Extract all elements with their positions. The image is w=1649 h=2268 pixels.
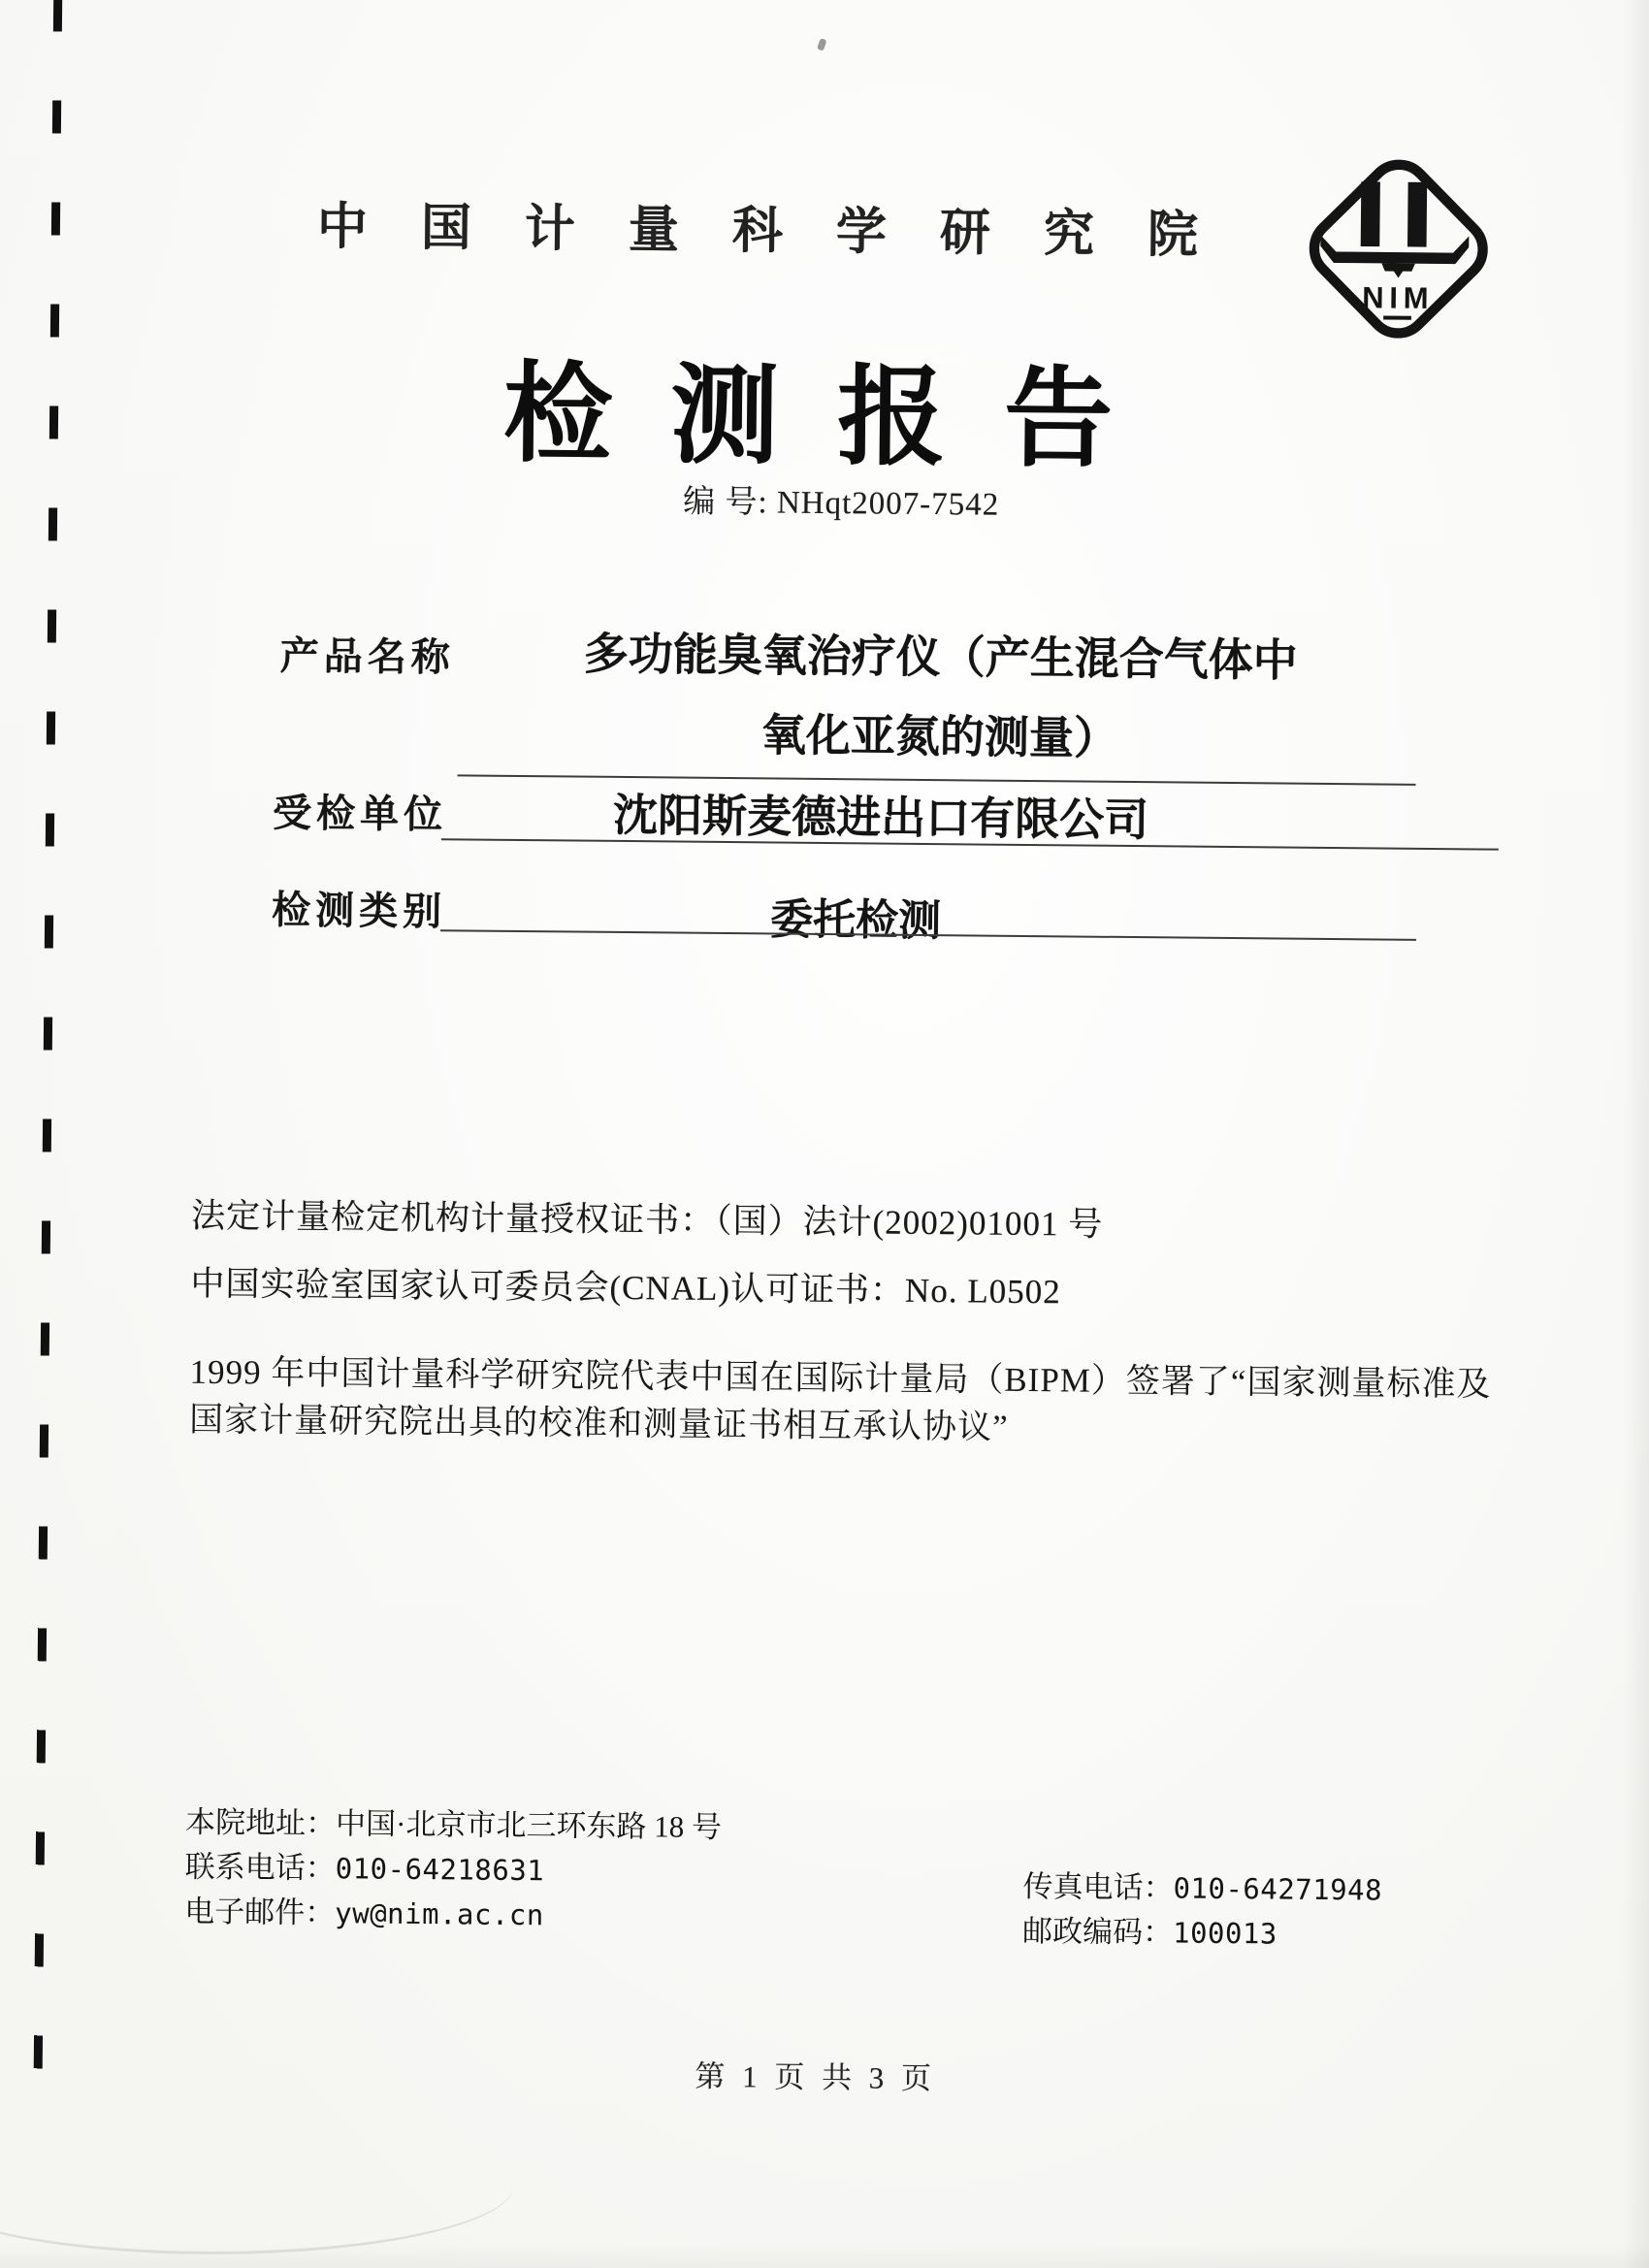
contact-postcode-line: [1022, 1909, 1382, 1958]
logo-underline: [1383, 315, 1411, 319]
field-label-inspected-company: 受检单位: [272, 791, 448, 837]
scan-speck: [817, 38, 826, 51]
page-footer: 第 1 页 共 3 页: [695, 2058, 937, 2096]
contact-phone-label: 联系电话：: [184, 1849, 336, 1886]
report-number-label: 编 号:: [683, 484, 768, 521]
contact-block-left: [184, 1800, 722, 1939]
nim-logo-graphic: [1286, 137, 1511, 362]
contact-fax-value: 010-64271948: [1173, 1871, 1383, 1907]
contact-address-label: 本院地址：: [184, 1804, 337, 1841]
mutual-recognition-statement: 1999 年中国计量科学研究院代表中国在国际计量局（BIPM）签署了“国家测量标准及国家计量研究院出具的校准和测量证书相互承认协议”: [188, 1352, 1492, 1446]
contact-postcode-value: 100013: [1172, 1916, 1278, 1951]
field-value-test-category: 委托检测: [769, 895, 942, 946]
contact-postcode-label: 邮政编码：: [1021, 1913, 1174, 1950]
field-label-test-category: 检测类别: [271, 888, 447, 934]
contact-block-right: [1022, 1864, 1382, 1958]
contact-fax-label: 传真电话：: [1022, 1869, 1174, 1905]
paper-right-edge-shade: [1622, 0, 1649, 2268]
contact-phone-value: 010-64218631: [335, 1852, 545, 1888]
contact-address-value: 中国·北京市北三环东路 18 号: [335, 1806, 723, 1845]
binding-marks: [34, 0, 63, 2082]
certification-line-cnal: 中国实验室国家认可委员会(CNAL)认可证书：No. L0502: [190, 1264, 1061, 1312]
contact-email-label: 电子邮件：: [184, 1894, 336, 1930]
report-number-value: NHqt2007-7542: [776, 485, 1000, 523]
logo-nim-text: NIM: [1362, 280, 1435, 315]
field-value-product-name-line2: 氧化亚氮的测量）: [760, 710, 1119, 763]
report-title: 检测报告: [502, 354, 1172, 482]
field-value-product-name-line1: 多功能臭氧治疗仪（产生混合气体中: [583, 629, 1298, 686]
contact-phone-line: [184, 1845, 721, 1895]
field-value-inspected-company: 沈阳斯麦德进出口有限公司: [612, 790, 1149, 846]
contact-fax-line: [1022, 1864, 1382, 1913]
contact-email-value: yw@nim.ac.cn: [335, 1896, 544, 1932]
contact-email-line: [184, 1890, 721, 1939]
nim-logo: [1286, 137, 1511, 362]
certification-line-authorization: 法定计量检定机构计量授权证书：（国）法计(2002)01001 号: [190, 1196, 1104, 1244]
contact-address-line: [185, 1800, 722, 1850]
institute-name: 中国计量科学研究院: [316, 199, 1252, 265]
report-number-line: [683, 476, 999, 525]
field-label-product-name: 产品名称: [279, 633, 455, 680]
